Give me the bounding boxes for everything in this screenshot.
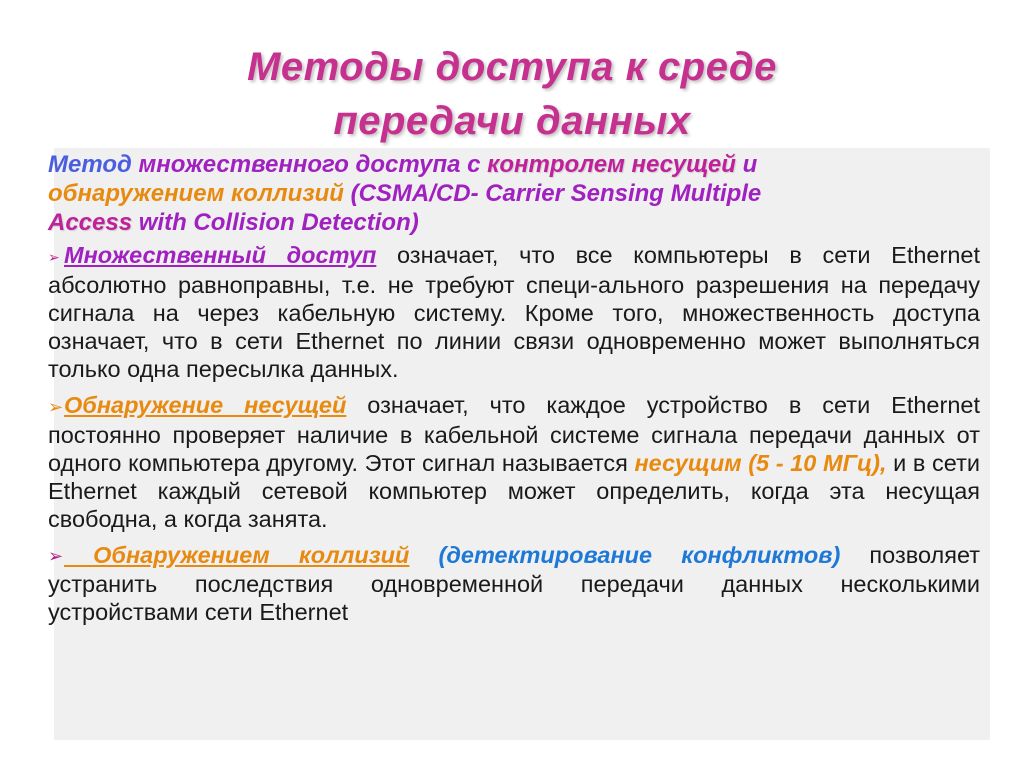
title-line-1: Методы доступа к среде [247,45,777,89]
method-heading [48,150,980,237]
term-collision-detection: Обнаружением коллизий [64,541,410,568]
heading-part-2: множественного доступа с [131,151,481,178]
arrow-bullet-icon: ➢ [48,248,60,265]
arrow-bullet-icon: ➢ [48,546,64,567]
title-line-2: передачи данных [333,99,691,143]
text-multiple-access: означает, что все компьютеры в сети Ethernet абсолютно равноправны, т.е. не требуют специ-ального разрешения на передачу сигнала на через кабельную систему. Кроме того, множественность доступа означает, что в сети Ethernet по линии связи одновременно может выполняться только одна пересылка данных. [48,242,980,382]
slide-body [48,150,980,634]
heading-part-4: и [735,151,758,178]
text-carrier-sense-2: и в сети Ethernet каждый сетевой компьютер может определить, когда эта несущая свободна, а когда занята. [48,449,980,532]
text-collision-detection: позволяет устранить последствия одновременной передачи данных несколькими устройствами сети Ethernet [48,541,980,626]
heading-part-6: (CSMA/CD- Carrier Sensing Multiple [343,180,762,207]
term-multiple-access: Множественный доступ [64,242,377,268]
text-carrier-sense-1: означает, что каждое устройство в сети Ethernet постоянно проверяет наличие в кабельной системе сигнала передачи данных от одного компьютера другому. Этот сигнал называется [48,391,980,476]
heading-part-3: контролем несущей [480,151,736,178]
arrow-bullet-icon: ➢ [48,396,64,417]
paragraph-collision-detection [48,541,980,627]
carrier-frequency-highlight: несущим (5 - 10 МГц), [634,449,887,476]
term-carrier-sense: Обнаружение несущей [64,391,347,418]
paragraph-multiple-access [48,241,980,383]
heading-part-8: with Collision Detection) [132,209,419,236]
heading-part-5: обнаружением коллизий [48,180,344,207]
slide-title [0,40,1024,148]
collision-note: (детектирование конфликтов) [409,541,841,568]
paragraph-carrier-sense [48,391,980,533]
heading-part-7: Access [48,209,133,236]
heading-part-1: Метод [48,151,132,178]
